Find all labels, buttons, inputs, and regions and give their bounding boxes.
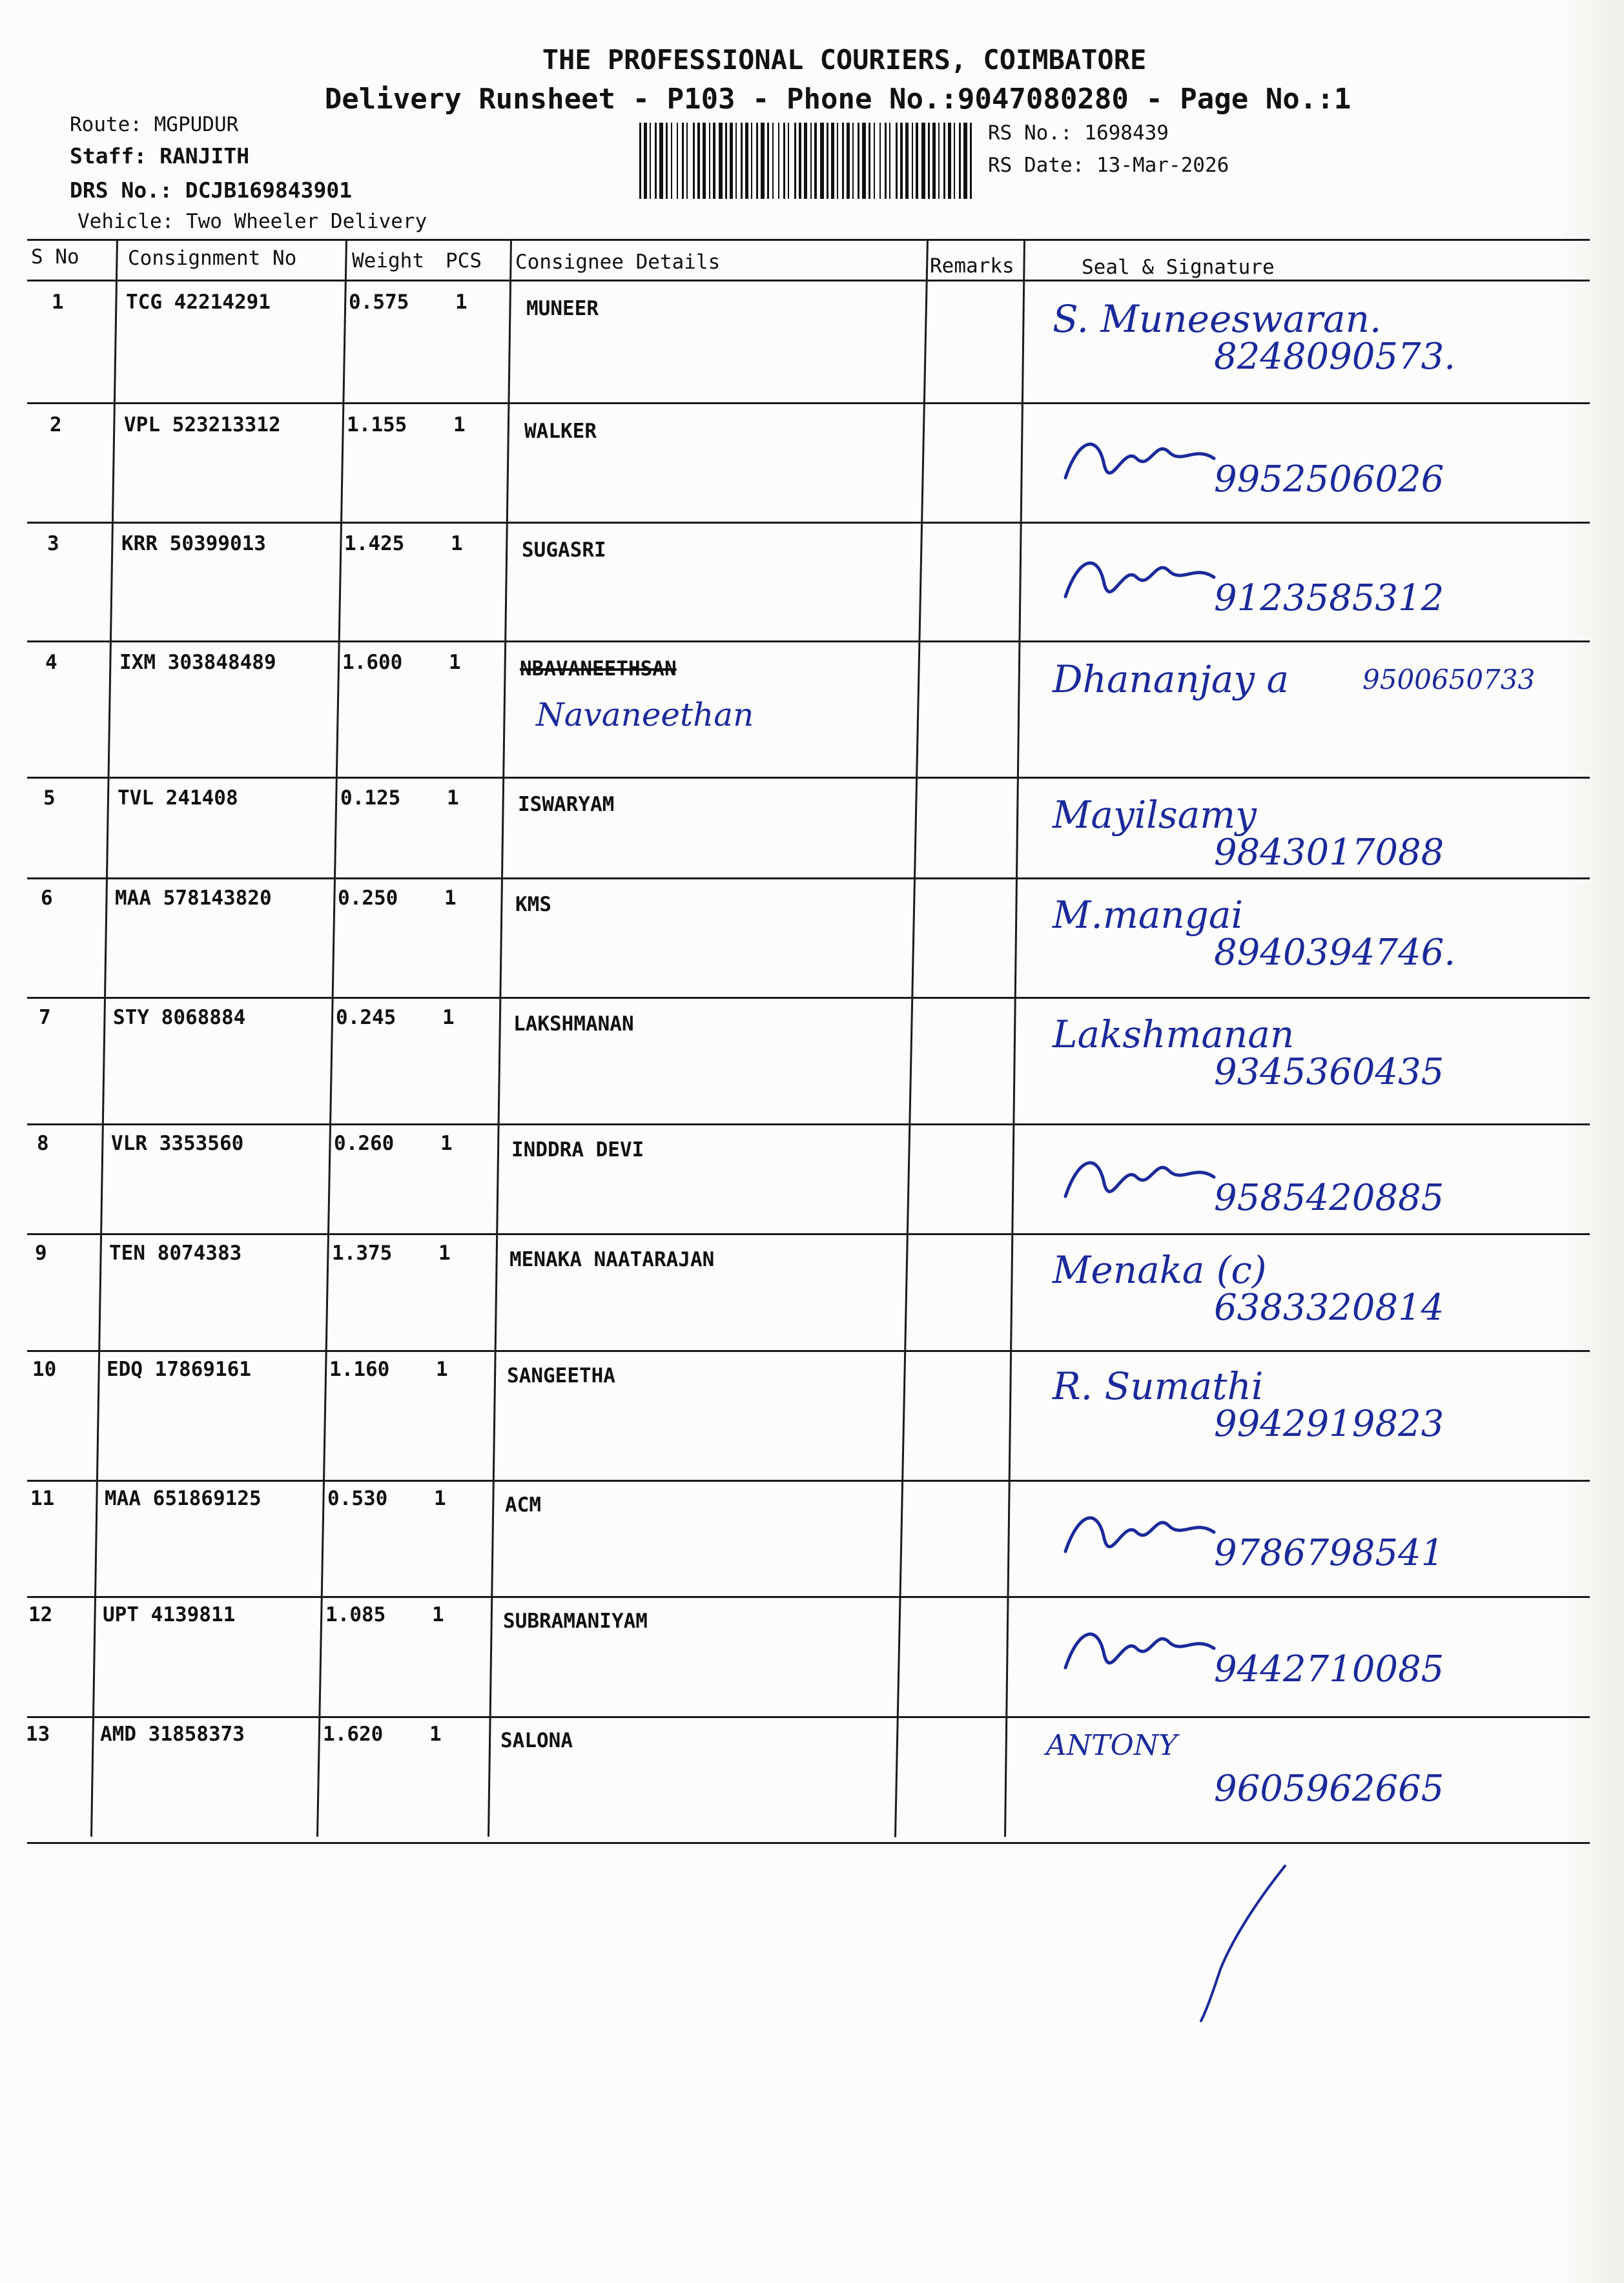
row-pcs: 1 (432, 1603, 444, 1626)
row-weight: 0.245 (336, 1006, 396, 1029)
table-top-border (27, 239, 1590, 241)
row-consignment-no: VLR 3353560 (111, 1132, 244, 1155)
row-pcs: 1 (429, 1723, 442, 1746)
row-consignee: ISWARYAM (518, 793, 615, 816)
signature-phone: 9123585312 (1214, 577, 1444, 619)
signature-phone: 8940394746. (1214, 932, 1456, 974)
row-separator (27, 1480, 1590, 1482)
row-weight: 1.620 (323, 1723, 384, 1746)
row-consignment-no: STY 8068884 (113, 1006, 246, 1029)
row-sno: 7 (39, 1006, 51, 1029)
row-consignee: ACM (505, 1493, 541, 1517)
row-pcs: 1 (440, 1132, 453, 1155)
row-weight: 1.160 (329, 1358, 390, 1381)
signature-phone: 6383320814 (1214, 1287, 1444, 1329)
row-sno: 9 (35, 1242, 47, 1265)
row-pcs: 1 (447, 786, 459, 810)
signature-name: ANTONY (1046, 1729, 1178, 1762)
row-sno: 10 (32, 1358, 57, 1381)
row-consignment-no: KRR 50399013 (121, 532, 266, 555)
row-consignee: SALONA (500, 1729, 573, 1752)
runsheet-title: Delivery Runsheet - P103 - Phone No.:9047080280 - Page No.:1 (324, 83, 1352, 116)
signature-stroke (1182, 1859, 1311, 2027)
row-separator (27, 1233, 1590, 1235)
signature-phone: 9786798541 (1214, 1532, 1444, 1574)
row-separator (27, 997, 1590, 999)
signature-scribble (1059, 1500, 1227, 1577)
row-consignment-no: MAA 578143820 (115, 886, 272, 910)
signature-phone: 9345360435 (1214, 1051, 1444, 1093)
row-weight: 0.575 (349, 291, 409, 314)
col-header-remarks: Remarks (930, 254, 1014, 278)
row-weight: 1.155 (347, 413, 407, 436)
signature-name: R. Sumathi (1053, 1364, 1264, 1408)
row-pcs: 1 (444, 886, 457, 910)
row-consignee: SUGASRI (522, 538, 606, 562)
route-label: Route: MGPUDUR (70, 113, 239, 136)
row-pcs: 1 (455, 291, 468, 314)
vehicle-label: Vehicle: Two Wheeler Delivery (77, 210, 427, 233)
signature-scribble (1059, 545, 1227, 622)
row-pcs: 1 (453, 413, 466, 436)
row-separator (27, 1123, 1590, 1125)
row-weight: 1.375 (332, 1242, 393, 1265)
row-pcs: 1 (451, 532, 463, 555)
row-sno: 11 (30, 1487, 55, 1510)
row-consignment-no: TVL 241408 (118, 786, 238, 810)
row-consignee: LAKSHMANAN (513, 1012, 634, 1036)
col-header-seal: Seal & Signature (1082, 256, 1275, 279)
row-pcs: 1 (442, 1006, 455, 1029)
rs-date: RS Date: 13-Mar-2026 (988, 154, 1229, 177)
row-pcs: 1 (449, 651, 461, 674)
row-consignment-no: EDQ 17869161 (107, 1358, 251, 1381)
barcode (639, 123, 975, 199)
signature-name: M.mangai (1053, 893, 1244, 937)
row-sno: 3 (47, 532, 59, 555)
row-sno: 1 (52, 291, 64, 314)
signature-name: S. Muneeswaran. (1053, 297, 1382, 341)
row-sno: 4 (45, 651, 57, 674)
row-separator (27, 640, 1590, 642)
row-separator (27, 1350, 1590, 1352)
row-consignee: SUBRAMANIYAM (503, 1610, 648, 1633)
staff-label: Staff: RANJITH (70, 143, 250, 169)
signature-phone: 9843017088 (1214, 832, 1444, 874)
row-consignee: KMS (515, 893, 551, 916)
row-consignee: WALKER (524, 420, 597, 443)
row-weight: 0.250 (338, 886, 398, 910)
signature-phone: 9952506026 (1214, 458, 1444, 500)
company-title: THE PROFESSIONAL COURIERS, COIMBATORE (542, 44, 1147, 76)
row-pcs: 1 (436, 1358, 448, 1381)
row-consignee: MENAKA NAATARAJAN (509, 1248, 715, 1271)
row-consignment-no: MAA 651869125 (105, 1487, 262, 1510)
row-consignment-no: TEN 8074383 (109, 1242, 242, 1265)
col-header-consignee: Consignee Details (515, 251, 721, 274)
signature-phone: 9442710085 (1214, 1648, 1444, 1690)
col-header-consignment: Consignment No (128, 247, 297, 270)
row-weight: 1.085 (325, 1603, 386, 1626)
signature-scribble (1059, 426, 1227, 504)
row-separator (27, 777, 1590, 779)
signature-scribble (1059, 1145, 1227, 1222)
row-pcs: 1 (434, 1487, 446, 1510)
row-separator (27, 1842, 1590, 1844)
row-consignee: NBAVANEETHSAN (520, 657, 677, 681)
row-consignment-no: IXM 303848489 (119, 651, 276, 674)
row-separator (27, 877, 1590, 879)
row-weight: 1.425 (344, 532, 405, 555)
col-header-pcs: PCS (446, 249, 482, 272)
signature-name: Menaka (c) (1053, 1248, 1267, 1292)
signature-phone: 9500650733 (1362, 664, 1536, 695)
row-weight: 0.260 (334, 1132, 395, 1155)
row-sno: 12 (28, 1603, 53, 1626)
row-separator (27, 1716, 1590, 1718)
row-consignee-correction: Navaneethan (536, 696, 754, 733)
row-consignee: SANGEETHA (507, 1364, 615, 1387)
col-header-weight: Weight (352, 249, 424, 272)
signature-phone: 9605962665 (1214, 1768, 1444, 1810)
row-weight: 0.125 (340, 786, 401, 810)
row-weight: 1.600 (342, 651, 403, 674)
row-sno: 5 (43, 786, 56, 810)
row-separator (27, 402, 1590, 404)
signature-scribble (1059, 1616, 1227, 1694)
row-sno: 8 (37, 1132, 49, 1155)
signature-name: Dhananjay a (1053, 657, 1290, 701)
row-separator (27, 280, 1590, 282)
signature-phone: 9942919823 (1214, 1403, 1444, 1445)
rs-number: RS No.: 1698439 (988, 121, 1169, 145)
row-consignment-no: AMD 31858373 (100, 1723, 245, 1746)
row-consignment-no: TCG 42214291 (126, 291, 271, 314)
row-separator (27, 1596, 1590, 1598)
row-consignment-no: VPL 523213312 (124, 413, 281, 436)
signature-phone: 8248090573. (1214, 336, 1456, 378)
row-sno: 6 (41, 886, 53, 910)
signature-name: Mayilsamy (1053, 793, 1257, 837)
row-consignment-no: UPT 4139811 (103, 1603, 236, 1626)
row-sno: 2 (50, 413, 62, 436)
row-weight: 0.530 (327, 1487, 388, 1510)
row-consignee: MUNEER (526, 297, 599, 320)
signature-name: Lakshmanan (1053, 1012, 1295, 1056)
row-sno: 13 (26, 1723, 50, 1746)
row-consignee: INDDRA DEVI (511, 1138, 644, 1162)
col-header-sno: S No (31, 245, 79, 269)
drs-number: DRS No.: DCJB169843901 (70, 178, 353, 203)
row-separator (27, 522, 1590, 524)
signature-phone: 9585420885 (1214, 1177, 1444, 1219)
row-pcs: 1 (438, 1242, 451, 1265)
